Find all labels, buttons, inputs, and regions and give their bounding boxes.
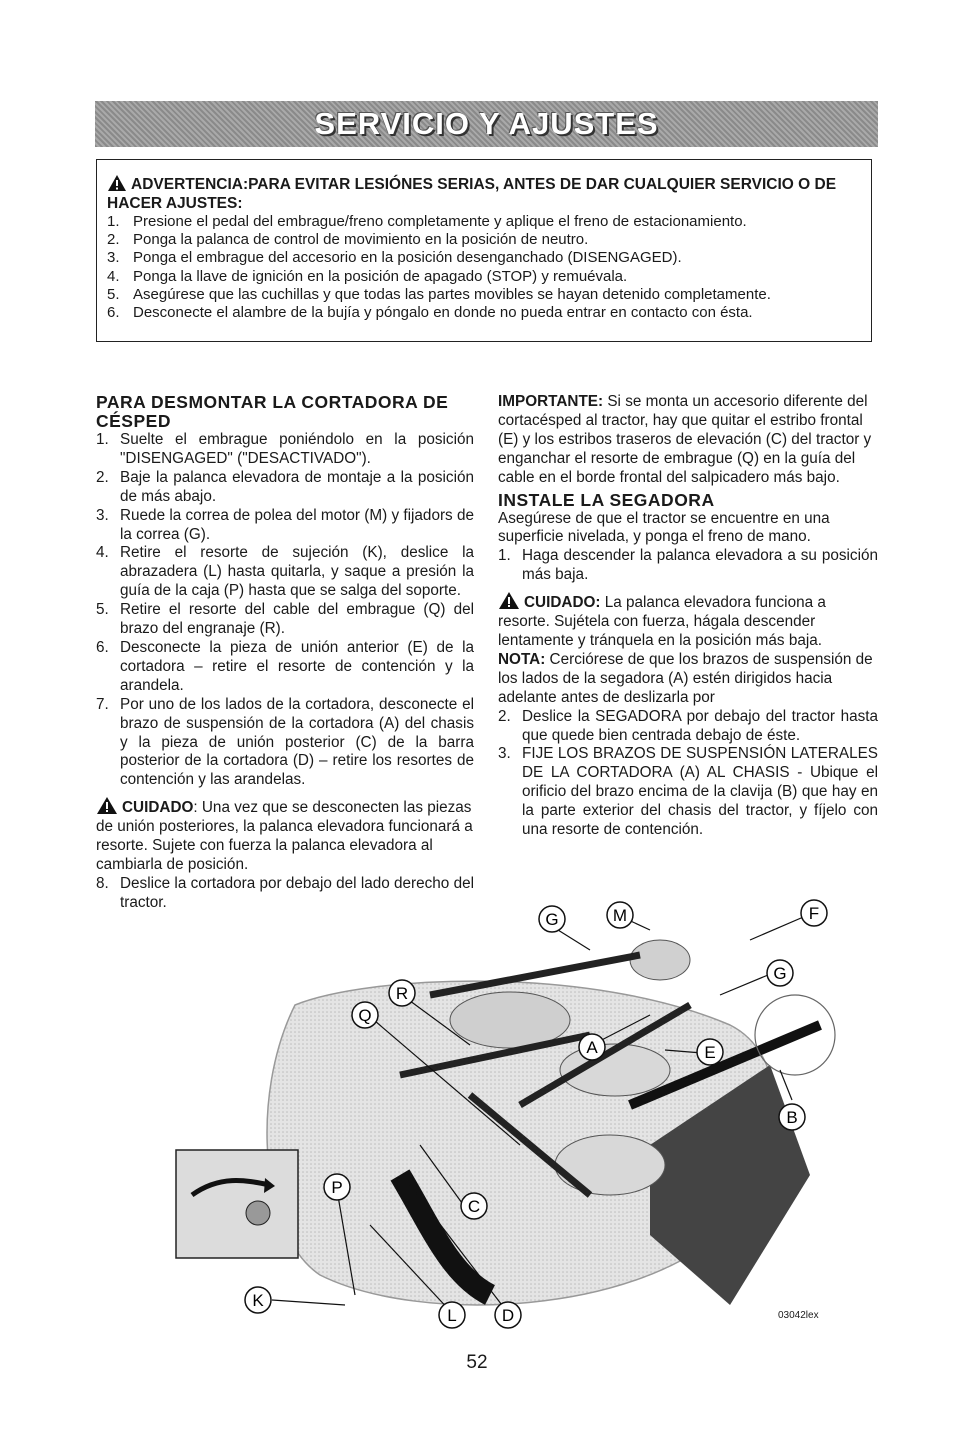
callout-q — [352, 1002, 378, 1028]
list-item: 3. Ruede la correa de polea del motor (M) y fijadors de la correa (G). — [96, 506, 474, 543]
callout-l — [439, 1302, 465, 1328]
install-steps — [498, 708, 878, 840]
warning-triangle-icon — [107, 174, 127, 192]
svg-text:E: E — [704, 1043, 716, 1062]
warning-box — [96, 159, 872, 342]
caution-triangle-icon — [498, 591, 520, 610]
list-item: 5. Retire el resorte del cable del embrague (Q) del brazo del engranaje (R). — [96, 601, 474, 638]
svg-text:K: K — [252, 1291, 264, 1310]
warning-list — [107, 213, 861, 322]
callout-p — [324, 1174, 350, 1200]
diagram-code: 03042lex — [778, 1310, 819, 1321]
list-item: 1. Haga descender la palanca elevadora a su posición más baja. — [498, 547, 878, 584]
callout-f — [801, 900, 827, 926]
svg-text:B: B — [786, 1108, 798, 1127]
install-step-1 — [498, 547, 878, 585]
svg-text:R: R — [395, 984, 409, 1003]
svg-text:L: L — [447, 1306, 457, 1325]
svg-text:G: G — [545, 910, 559, 929]
callout-e — [697, 1039, 723, 1065]
callout-b — [779, 1104, 805, 1130]
section-title: SERVICIO Y AJUSTES — [314, 106, 659, 141]
left-column — [96, 393, 474, 913]
list-item: 6. Desconecte el alambre de la bujía y póngalo en donde no pueda entrar en contacto con ésta. — [107, 304, 753, 322]
svg-text:F: F — [808, 904, 820, 923]
install-heading: INSTALE LA SEGADORA — [498, 489, 715, 510]
install-intro: Asegúrese de que el tractor se encuentre en una superficie nivelada, y ponga el freno de mano. — [498, 509, 830, 546]
svg-text:A: A — [586, 1038, 598, 1057]
list-item: 2. Ponga la palanca de control de movimiento en la posición de neutro. — [107, 231, 589, 249]
list-item: 3. Ponga el embrague del accesorio en la posición desenganchado (DISENGAGED). — [107, 249, 682, 267]
svg-text:G: G — [773, 964, 787, 983]
mower-deck-diagram — [170, 895, 842, 1340]
svg-text:M: M — [612, 906, 628, 925]
svg-text:D: D — [501, 1306, 515, 1325]
list-item: 1. Presione el pedal del embrague/freno completamente y aplique el freno de estacionamiento. — [107, 213, 747, 230]
list-item: 1. Suelte el embrague poniéndolo en la posición "DISENGAGED" ("DESACTIVADO"). — [96, 431, 474, 467]
remove-steps — [96, 431, 474, 790]
note-paragraph: NOTA: Cerciórese de que los brazos de suspensión de los lados de la segadora (A) estén dirigidos hacia adelante antes de deslizarla por — [498, 650, 873, 706]
list-item: 6. Desconecte la pieza de unión anterior (E) de la cortadora – retire el resorte de contención y la arandela. — [96, 638, 474, 694]
list-item: 4. Ponga la llave de ignición en la posición de apagado (STOP) y remuévala. — [107, 267, 628, 285]
list-item: 2. Baje la palanca elevadora de montaje a la posición de más abajo. — [96, 468, 474, 505]
caution-triangle-icon — [96, 796, 118, 815]
list-item: 2. Deslice la SEGADORA por debajo del tractor hasta que quede bien centrada debajo de éste. — [498, 707, 878, 744]
right-column — [498, 393, 878, 840]
svg-text:C: C — [467, 1197, 481, 1216]
svg-text:P: P — [331, 1178, 343, 1197]
callout-g-right — [767, 960, 793, 986]
list-item: 5. Asegúrese que las cuchillas y que todas las partes movibles se hayan detenido completamente. — [107, 285, 771, 303]
important-paragraph: IMPORTANTE: Si se monta un accesorio diferente del cortacésped al tractor, hay que quitar el estribo frontal (E) y los estribos traseros de elevación (C) del tractor y enganchar el resorte de embrague (Q) en la guía del cable en el borde frontal del salpicadero más bajo. — [498, 393, 872, 486]
callout-r — [389, 980, 415, 1006]
callout-g-top — [539, 906, 565, 932]
caution-paragraph-right: CUIDADO: La palanca elevadora funciona a resorte. Sujétela con fuerza, hágala descender lentamente y tránquela en la posición más baja. — [498, 591, 878, 651]
callout-c — [461, 1193, 487, 1219]
warning-heading: ADVERTENCIA:PARA EVITAR LESIÓNES SERIAS, ANTES DE DAR CUALQUIER SERVICIO O DE HACER AJUSTES: — [107, 176, 837, 212]
callout-d — [495, 1302, 521, 1328]
section-banner — [95, 101, 878, 147]
page-number: 52 — [466, 1352, 488, 1373]
svg-text:Q: Q — [358, 1006, 372, 1025]
list-item: 8. Deslice la cortadora por debajo del lado derecho del tractor. — [96, 874, 474, 911]
list-item: 3. FIJE LOS BRAZOS DE SUSPENSIÓN LATERALES DE LA CORTADORA (A) AL CHASIS - Ubique el orificio del brazo encima de la clavija (B) que hay en la parte exterior del chasis del tractor, y fíjelo con una resorte de contención. — [498, 745, 878, 839]
remove-mower-heading: PARA DESMONTAR LA CORTADORA DE CÉSPED — [96, 392, 449, 431]
caution-paragraph: CUIDADO: Una vez que se desconecten las piezas de unión posteriores, la palanca elevadora funcionará a resorte. Sujete con fuerza la palanca elevadora al cambiarla de posición. — [96, 796, 474, 875]
callout-m — [607, 902, 633, 928]
list-item: 4. Retire el resorte de sujeción (K), deslice la abrazadera (L) hasta quitarla, y saque a presión la guía de la caja (P) hasta que se salga del soporte. — [96, 544, 474, 600]
callout-k — [245, 1287, 271, 1313]
callout-a — [579, 1034, 605, 1060]
list-item: 7. Por uno de los lados de la cortadora, desconecte el brazo de suspensión de la cortadora (A) del chasis y la pieza de unión posterior (C) de la barra posterior de la cortadora (D) – retire los resortes de contención y las arandelas. — [96, 695, 474, 789]
